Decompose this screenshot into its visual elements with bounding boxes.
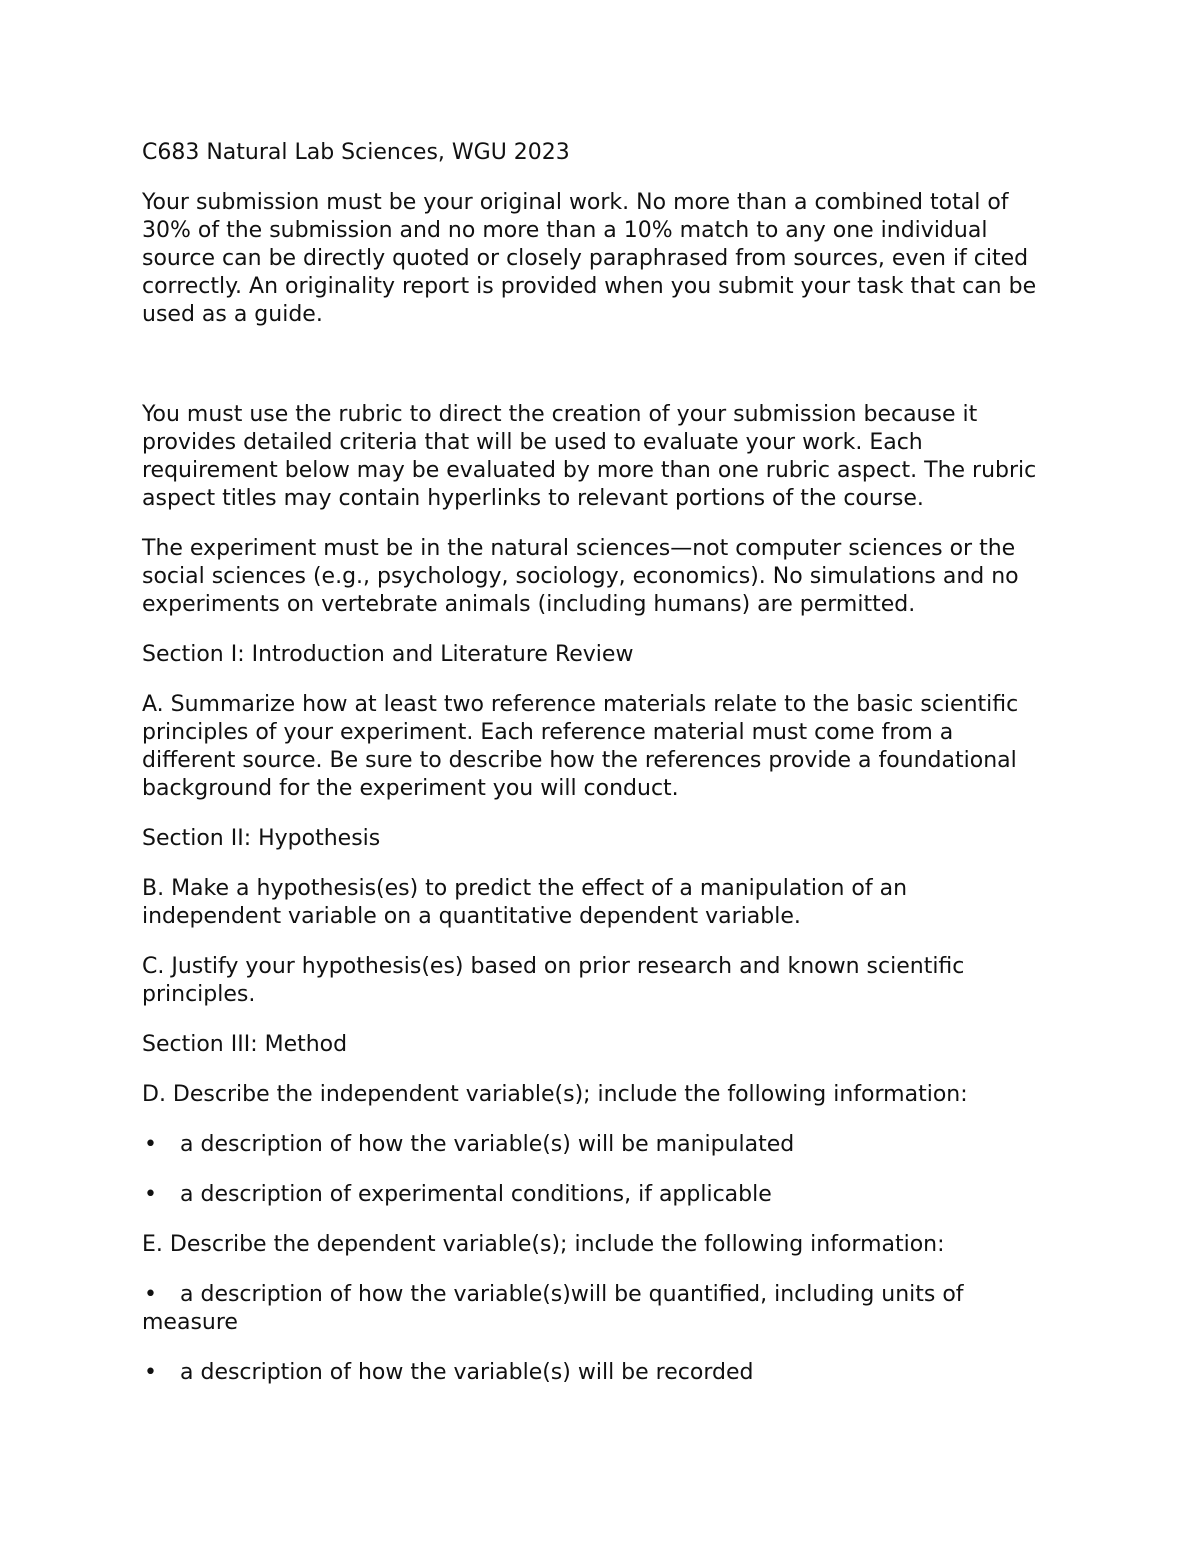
item-d: D. Describe the independent variable(s); include the following information: <box>142 1082 968 1107</box>
list-item-text: a description of how the variable(s)will be quantified, including units of measure <box>142 1282 964 1335</box>
bullet-icon: • <box>144 1360 157 1385</box>
item-a: A. Summarize how at least two reference materials relate to the basic scientific principles of your experiment. Each reference material must come from a different source. Be sure to describe how the references provide a foundational background for the experiment you will conduct. <box>142 692 1019 801</box>
section-1-heading: Section I: Introduction and Literature Review <box>142 642 634 667</box>
item-b: B. Make a hypothesis(es) to predict the effect of a manipulation of an independent variable on a quantitative dependent variable. <box>142 876 908 929</box>
list-item-text: a description of how the variable(s) will be manipulated <box>180 1132 795 1157</box>
list-item <box>142 1281 1050 1337</box>
bullet-icon: • <box>144 1182 157 1207</box>
list-item <box>142 1131 1050 1159</box>
bullet-icon: • <box>144 1282 157 1307</box>
list-item-text: a description of how the variable(s) will be recorded <box>180 1360 754 1385</box>
item-c: C. Justify your hypothesis(es) based on prior research and known scientific principles. <box>142 954 965 1007</box>
item-e: E. Describe the dependent variable(s); include the following information: <box>142 1232 945 1257</box>
document-title: C683 Natural Lab Sciences, WGU 2023 <box>142 140 570 165</box>
bullet-icon: • <box>144 1132 157 1157</box>
section-2-heading: Section II: Hypothesis <box>142 826 381 851</box>
rubric-paragraph: You must use the rubric to direct the creation of your submission because it provides detailed criteria that will be used to evaluate your work. Each requirement below may be evaluated by more than one rubric aspect. The rubric aspect titles may contain hyperlinks to relevant portions of the course. <box>142 402 1037 511</box>
section-3-heading: Section III: Method <box>142 1032 348 1057</box>
list-item-text: a description of experimental conditions, if applicable <box>180 1182 772 1207</box>
experiment-rule-paragraph: The experiment must be in the natural sciences—not computer sciences or the social sciences (e.g., psychology, sociology, economics). No simulations and no experiments on vertebrate animals (including humans) are permitted. <box>142 536 1019 617</box>
list-item <box>142 1181 1050 1209</box>
blank-line <box>142 351 1050 401</box>
list-item <box>142 1359 1050 1387</box>
originality-paragraph: Your submission must be your original work. No more than a combined total of 30% of the submission and no more than a 10% match to any one individual source can be directly quoted or closely paraphrased from sources, even if cited correctly. An originality report is provided when you submit your task that can be used as a guide. <box>142 190 1037 327</box>
